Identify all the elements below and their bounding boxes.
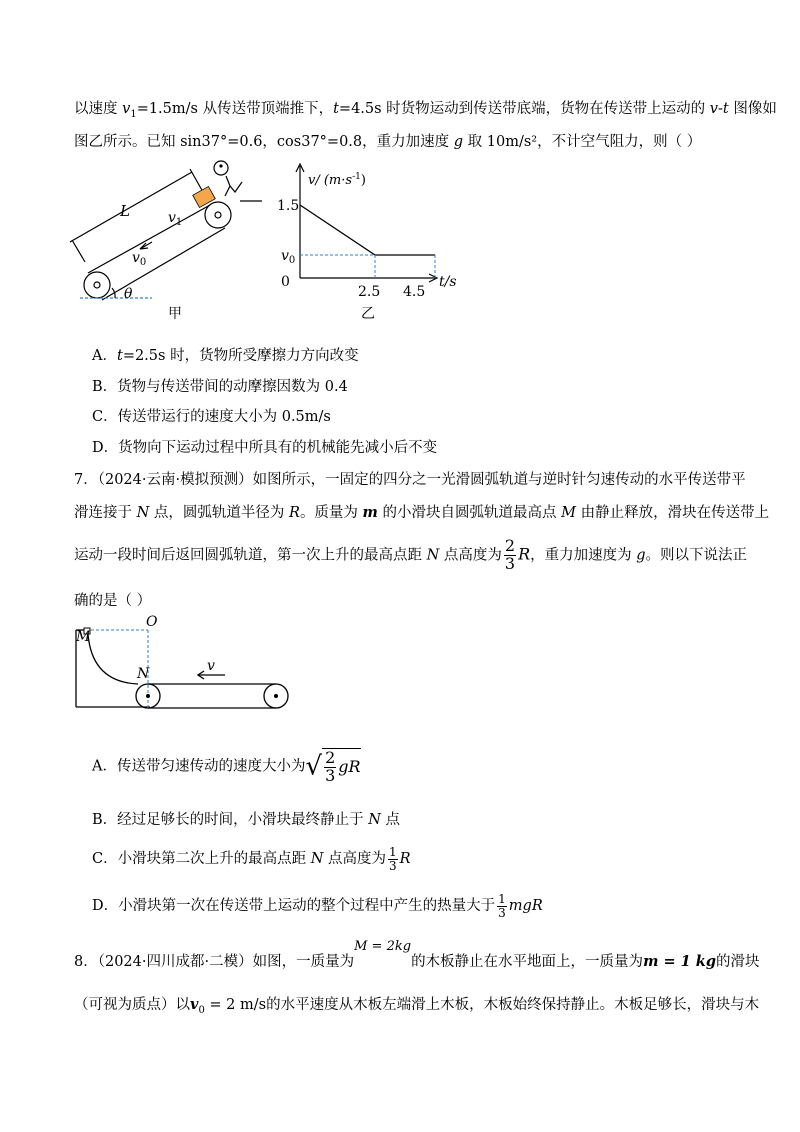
tick-y-15: 1.5 [277, 198, 300, 214]
p7-l3-a: 运动一段时间后返回圆弧轨道，第一次上升的最高点距 [74, 547, 427, 564]
p7-c-N: N [310, 851, 324, 868]
belt-top [88, 205, 210, 273]
length-line [70, 172, 192, 242]
p7-c-text1: 小滑块第二次上升的最高点距 [117, 851, 311, 868]
p8-source: （2024·四川成都·二模） [97, 954, 253, 970]
p7-a-frac-den: 3 [325, 765, 336, 785]
p7-a-sqrt [305, 748, 360, 785]
p7-d-frac [497, 893, 507, 919]
p7-l2-N: N [136, 505, 150, 521]
pulley-bottom [84, 272, 110, 298]
label-v1-v: v [168, 210, 176, 226]
p7-l2-m: m [362, 504, 378, 521]
pulley-top [205, 202, 231, 228]
p6-c-text: 传送带运行的速度大小为 0.5m/s [117, 409, 331, 425]
p8-m-expr: m = 1 kg [643, 953, 716, 970]
p7-line2 [74, 501, 769, 522]
p6-c-label: C． [92, 409, 118, 425]
p8-l1-a: 如图，一质量为 [252, 954, 355, 970]
p7-a-frac-num: 2 [325, 748, 336, 767]
p7-line3 [74, 538, 747, 573]
p8-line2 [74, 993, 759, 1016]
p6-b-label: B． [92, 379, 118, 395]
p6-l2-b: 取 10m/s²，不计空气阻力，则（ ） [463, 134, 702, 150]
length-tick-bottom [72, 240, 85, 262]
label-v1 [168, 210, 182, 228]
p7-d-text1: 小滑块第一次在传送带上运动的整个过程中产生的热量大于 [118, 898, 496, 915]
p6-l1-a: 以速度 [74, 101, 123, 117]
p8-number: 8． [74, 954, 98, 970]
p7-option-d[interactable] [92, 893, 543, 919]
tick-origin: 0 [281, 274, 290, 290]
p7-c-frac [388, 846, 398, 872]
p7-a-tail: gR [338, 756, 361, 776]
p8-l1-b: 的木板静止在水平地面上，一质量为 [411, 954, 644, 970]
tick-x-25: 2.5 [358, 284, 381, 300]
p7-c-R: R [399, 851, 411, 868]
pulley-top-axle [215, 212, 221, 218]
p7-l1-text: 如图所示，一固定的四分之一光滑圆弧轨道与逆时针匀速传动的水平传送带平 [252, 472, 746, 488]
p8-v0: v [190, 996, 199, 1013]
p8-v0-value: = 2 m/s [204, 997, 267, 1013]
p7-c-text2: 点高度为 [323, 851, 387, 868]
p6-option-a[interactable] [92, 344, 359, 365]
p6-option-c[interactable] [92, 405, 331, 426]
p7-d-frac-den: 3 [498, 905, 506, 920]
p6-v1-sub: 1 [130, 108, 137, 120]
p7-a-sqrt-body [322, 748, 360, 785]
p6-a-text: =2.5s 时，货物所受摩擦力方向改变 [122, 348, 359, 364]
p7-l2-M: M [561, 505, 576, 521]
fig7-label-O: O [146, 614, 158, 630]
p7-l2-d: 的小滑块自圆弧轨道最高点 [377, 505, 562, 521]
cargo-box [193, 187, 216, 208]
p6-vt: v-t [709, 101, 729, 117]
p6-g: g [453, 134, 464, 150]
p7-line1 [74, 468, 746, 489]
p6-a-ital: t [116, 348, 123, 364]
fig7-arc-track [88, 634, 138, 684]
p6-l2-a: 图乙所示。已知 sin37°=0.6，cos37°=0.8，重力加速度 [74, 134, 454, 150]
p7-l2-c: 。质量为 [299, 505, 363, 521]
label-v0-sub: 0 [139, 257, 147, 268]
p7-a-label: A． [92, 758, 117, 775]
tick-y-v0-v: v [281, 248, 289, 264]
p7-l2-e: 由静止释放，滑块在传送带上 [575, 505, 770, 521]
label-theta: θ [124, 286, 133, 302]
p7-d-label: D． [92, 898, 119, 915]
caption-yi: 乙 [361, 306, 375, 320]
p7-l3-N: N [426, 547, 440, 564]
p7-l3-frac-den: 3 [504, 553, 516, 573]
label-v0 [132, 250, 146, 268]
p8-l2-b: 的水平速度从木板左端滑上木板，木板始终保持静止。木板足够长，滑块与木 [266, 997, 760, 1013]
p7-l2-a: 滑连接于 [74, 505, 137, 521]
belt-bottom [102, 228, 225, 300]
y-axis-label [308, 172, 366, 188]
y-axis-label-sup: -1 [352, 172, 361, 182]
tick-x-45: 4.5 [403, 284, 426, 300]
label-L: L [120, 202, 130, 220]
fig7-label-N: N [137, 666, 150, 682]
p7-option-b[interactable] [92, 808, 400, 829]
p7-l2-b: 点，圆弧轨道半径为 [149, 505, 290, 521]
p7-number: 7． [74, 472, 98, 488]
p7-a-frac [324, 750, 336, 785]
figure-yi-chart [275, 158, 475, 320]
fig7-label-M: M [76, 629, 91, 645]
p7-l3-d: 。则以下说法正 [645, 547, 748, 564]
p7-b-N: N [368, 812, 381, 828]
p7-a-sqrt-sign: √ [305, 751, 323, 782]
y-axis-label-text: v/ (m·s [308, 173, 353, 188]
p7-figure [70, 612, 300, 712]
worker-body [225, 176, 242, 196]
p7-l2-R: R [289, 505, 300, 521]
figure-jia [60, 150, 280, 320]
p7-l3-b: 点高度为 [439, 547, 502, 564]
p7-l3-g: g [636, 547, 646, 564]
p7-c-label: C． [92, 851, 118, 868]
p7-l3-frac [504, 538, 516, 573]
tick-y-v0 [281, 248, 295, 266]
p6-l1-c: =4.5s 时货物运动到传送带底端，货物在传送带上运动的 [338, 101, 710, 117]
p6-t: t [333, 101, 339, 117]
p7-l3-R: R [518, 544, 531, 564]
p8-l2-a: （可视为质点）以 [74, 997, 190, 1013]
p7-line4: 确的是（ ） [74, 593, 152, 609]
tick-y-v0-sub: 0 [288, 255, 296, 266]
pulley-bottom-axle [94, 282, 100, 288]
worker-eye [219, 164, 222, 167]
p6-l1-d: 图像如 [728, 101, 777, 117]
p7-option-a[interactable] [92, 748, 361, 785]
p8-v0-sub: 0 [198, 1004, 205, 1016]
p6-l1-b: =1.5m/s 从传送带顶端推下， [136, 101, 334, 117]
p7-c-frac-den: 3 [389, 858, 397, 873]
worker-head [214, 161, 228, 175]
p8-M-expr: M = 2kg [354, 939, 412, 954]
p6-v1: v [122, 101, 131, 117]
p8-l1-c: 的滑块 [715, 954, 760, 970]
p7-b-text1: 经过足够长的时间，小滑块最终静止于 [117, 812, 369, 828]
p7-c-frac-num: 1 [389, 845, 397, 859]
x-axis-label: t/s [439, 274, 457, 290]
p6-line1 [74, 97, 777, 120]
p7-d-tail: mgR [508, 898, 543, 915]
p6-option-b[interactable] [92, 375, 348, 396]
p7-a-text: 传送带匀速传动的速度大小为 [116, 758, 306, 775]
p6-d-text: 货物向下运动过程中所具有的机械能先减小后不变 [118, 440, 438, 456]
fig7-pulley-left-axle [146, 694, 150, 698]
p6-d-label: D． [92, 440, 119, 456]
p7-d-frac-num: 1 [498, 892, 506, 906]
p7-option-c[interactable] [92, 846, 411, 872]
p7-l3-c: ，重力加速度为 [530, 547, 637, 564]
p6-option-d[interactable] [92, 436, 437, 457]
p7-b-text2: 点 [380, 812, 401, 828]
label-v0-v: v [132, 250, 140, 266]
p6-line2 [74, 130, 701, 151]
p7-source: （2024·云南·模拟预测） [97, 472, 253, 488]
y-axis-label-end: ) [360, 173, 366, 188]
label-v1-sub: 1 [175, 217, 183, 228]
p8-line1 [74, 939, 760, 971]
p7-l3-frac-num: 2 [504, 536, 516, 555]
fig7-label-v: v [207, 658, 215, 674]
caption-jia: 甲 [168, 306, 182, 320]
length-tick-top [190, 169, 203, 192]
p6-b-text: 货物与传送带间的动摩擦因数为 0.4 [117, 379, 348, 395]
fig7-pulley-right-axle [274, 694, 278, 698]
p7-b-label: B． [92, 812, 118, 828]
p6-a-label: A． [92, 348, 117, 364]
vt-series-line [300, 205, 435, 255]
